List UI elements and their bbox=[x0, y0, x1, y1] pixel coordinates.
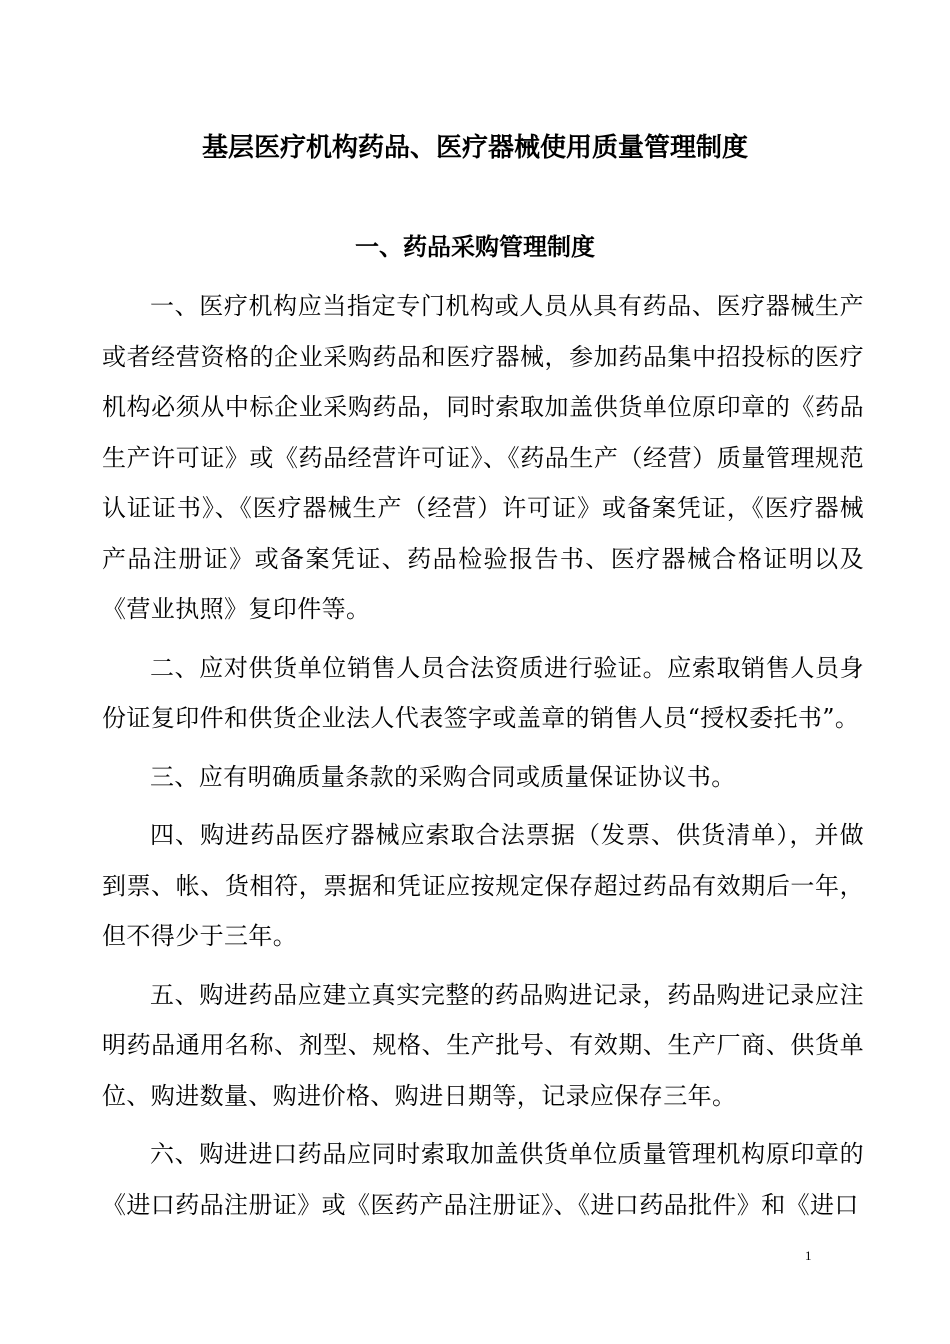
page-number: 1 bbox=[805, 1248, 812, 1263]
paragraph-3: 三、应有明确质量条款的采购合同或质量保证协议书。 bbox=[150, 762, 736, 791]
document-body bbox=[102, 281, 864, 1238]
paragraph-5: 五、购进药品应建立真实完整的药品购进记录，药品购进记录应注明药品通用名称、剂型、规格、生产批号、有效期、生产厂商、供货单位、购进数量、购进价格、购进日期等，记录应保存三年。 bbox=[102, 980, 864, 1110]
document-title: 基层医疗机构药品、医疗器械使用质量管理制度 bbox=[201, 133, 748, 163]
paragraph-1: 一、医疗机构应当指定专门机构或人员从具有药品、医疗器械生产或者经营资格的企业采购药品和医疗器械，参加药品集中招投标的医疗机构必须从中标企业采购药品，同时索取加盖供货单位原印章的《药品生产许可证》或《药品经营许可证》、《药品生产（经营）质量管理规范认证证书》、《医疗器械生产（经营）许可证》或备案凭证，《医疗器械产品注册证》或备案凭证、药品检验报告书、医疗器械合格证明以及《营业执照》复印件等。 bbox=[102, 292, 864, 623]
paragraph-2: 二、应对供货单位销售人员合法资质进行验证。应索取销售人员身份证复印件和供货企业法人代表签字或盖章的销售人员“授权委托书”。 bbox=[102, 653, 864, 732]
section-title: 一、药品采购管理制度 bbox=[355, 232, 595, 261]
paragraph-6: 六、购进进口药品应同时索取加盖供货单位质量管理机构原印章的《进口药品注册证》或《医药产品注册证》、《进口药品批件》和《进口 bbox=[102, 1140, 864, 1219]
paragraph-4: 四、购进药品医疗器械应索取合法票据（发票、供货清单），并做到票、帐、货相符，票据和凭证应按规定保存超过药品有效期后一年，但不得少于三年。 bbox=[102, 821, 864, 950]
